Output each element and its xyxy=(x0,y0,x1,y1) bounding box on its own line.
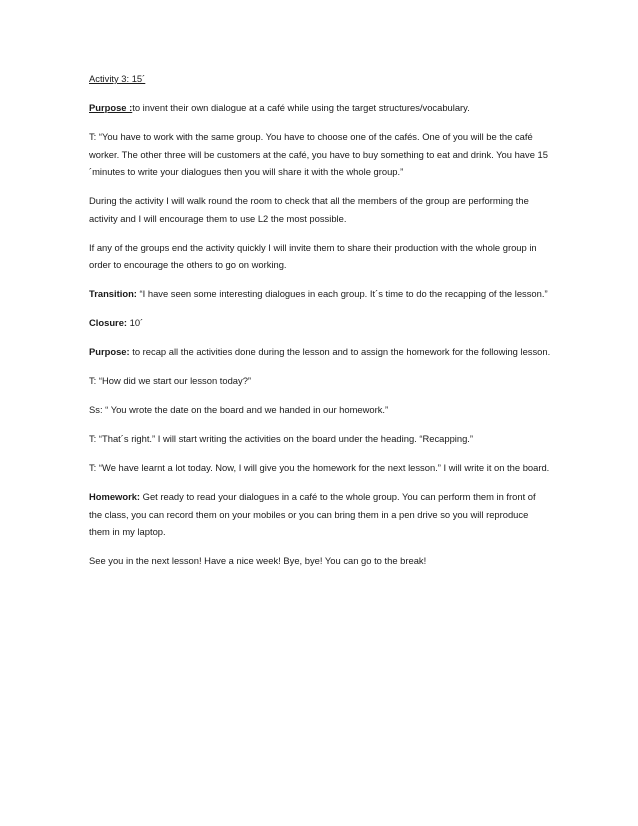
activity-purpose xyxy=(89,99,551,117)
activity-instruction: T: “You have to work with the same group. You have to choose one of the cafés. One of you will be the café worker. The other three will be customers at the café, you have to buy something to eat and drink. You have 15´minutes to write your dialogues then you will share it with the whole group.” xyxy=(89,131,548,177)
homework-label: Homework: xyxy=(89,491,141,502)
dialogue-line: T: “We have learnt a lot today. Now, I will give you the homework for the next lesson.” I will write it on the board. xyxy=(89,462,550,473)
activity-heading-text: Activity 3: 15´ xyxy=(89,73,146,84)
document-page xyxy=(89,70,551,581)
activity-heading xyxy=(89,70,551,88)
closure-time: 10´ xyxy=(127,317,144,328)
activity-if-end: If any of the groups end the activity quickly I will invite them to share their production with the whole group in order to encourage the others to go on working. xyxy=(89,241,537,270)
dialogue-line: T: “How did we start our lesson today?” xyxy=(89,375,252,386)
dialogue-line: Ss: “ You wrote the date on the board and we handed in our homework.” xyxy=(89,404,389,415)
transition-label: Transition: xyxy=(89,288,137,299)
transition-text: “I have seen some interesting dialogues in each group. It´s time to do the recapping of the lesson.” xyxy=(136,288,548,299)
closure-label: Closure: xyxy=(89,317,128,328)
closure-purpose xyxy=(89,343,551,361)
closure-heading xyxy=(89,314,551,332)
activity-during: During the activity I will walk round the room to check that all the members of the group are performing the activity and I will encourage them to use L2 the most possible. xyxy=(89,195,529,224)
transition-paragraph xyxy=(89,285,551,303)
closure-purpose-label: Purpose: xyxy=(89,346,130,357)
homework-paragraph xyxy=(89,488,551,541)
activity-purpose-text: to invent their own dialogue at a café while using the target structures/vocabulary. xyxy=(132,102,470,113)
farewell-paragraph: See you in the next lesson! Have a nice week! Bye, bye! You can go to the break! xyxy=(89,555,427,566)
activity-purpose-label: Purpose : xyxy=(89,102,133,113)
homework-text: Get ready to read your dialogues in a café to the whole group. You can perform them in front of the class, you can record them on your mobiles or you can bring them in a pen drive so you will reproduce them in my laptop. xyxy=(89,491,536,537)
dialogue-line: T: “That´s right.” I will start writing the activities on the board under the heading. “Recapping.” xyxy=(89,433,474,444)
closure-purpose-text: to recap all the activities done during the lesson and to assign the homework for the following lesson. xyxy=(129,346,551,357)
